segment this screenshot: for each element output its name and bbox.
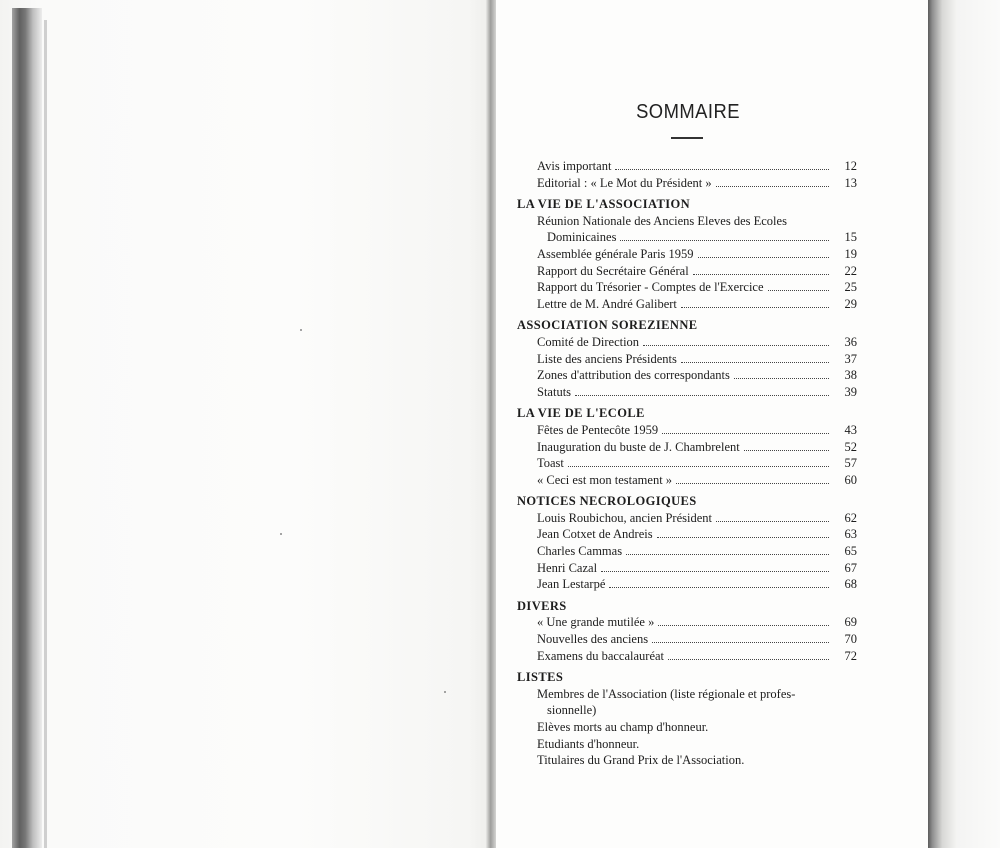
entry-label: Louis Roubichou, ancien Président (537, 510, 712, 525)
dot-leader (601, 571, 829, 572)
entry-page: 38 (844, 368, 857, 383)
entry-page: 68 (844, 577, 857, 592)
toc-entry (517, 384, 857, 401)
toc-entry (517, 648, 857, 665)
toc-entry (517, 614, 857, 631)
entry-page: 70 (844, 632, 857, 647)
entry-label: Inauguration du buste de J. Chambrelent (537, 439, 740, 454)
section-heading: ASSOCIATION SOREZIENNE (517, 318, 698, 333)
toc-entry (517, 246, 857, 263)
dust-speck (280, 533, 282, 535)
list-item-label: Elèves morts au champ d'honneur. (537, 720, 709, 734)
dot-leader (626, 554, 829, 555)
entry-label: Jean Cotxet de Andreis (537, 527, 653, 542)
entry-page: 72 (844, 648, 857, 663)
entry-label: Zones d'attribution des correspondants (537, 368, 730, 383)
entry-page: 52 (844, 439, 857, 454)
dot-leader (668, 659, 829, 660)
entry-page: 43 (844, 422, 857, 437)
entry-page: 62 (844, 510, 857, 525)
entry-label: Toast (537, 456, 564, 471)
entry-page: 39 (844, 384, 857, 399)
toc-entry (517, 472, 857, 489)
entry-label: Examens du baccalauréat (537, 648, 665, 663)
entry-label: Lettre de M. André Galibert (537, 296, 677, 311)
entry-label: Henri Cazal (537, 560, 598, 575)
entry-label: Rapport du Trésorier - Comptes de l'Exercice (537, 280, 764, 295)
entry-label-continued: Dominicaines (547, 230, 617, 245)
entry-label: Assemblée générale Paris 1959 (537, 246, 694, 261)
entry-label: Avis important (537, 159, 612, 173)
dot-leader (609, 587, 829, 588)
dot-leader (698, 257, 829, 258)
entry-page: 37 (844, 351, 857, 366)
dot-leader (643, 345, 829, 346)
dot-leader (615, 169, 829, 170)
dot-leader (681, 362, 829, 363)
list-item-label: Membres de l'Association (liste régionale et profes- (537, 686, 796, 701)
entry-page: 65 (844, 544, 857, 559)
entry-label: Liste des anciens Présidents (537, 351, 677, 366)
entry-label: Statuts (537, 384, 572, 399)
toc-entry (517, 631, 857, 648)
entry-page: 29 (844, 296, 857, 311)
list-item-label: Etudiants d'honneur. (537, 736, 640, 751)
dot-leader (658, 625, 829, 626)
dot-leader (575, 395, 829, 396)
left-binding-shadow (12, 8, 42, 848)
title-underline (671, 137, 703, 139)
entry-page: 13 (844, 175, 857, 190)
dot-leader (676, 483, 829, 484)
entry-label: Fêtes de Pentecôte 1959 (537, 422, 659, 437)
intro-entry (517, 158, 857, 175)
entry-label: « Ceci est mon testament » (537, 472, 673, 487)
dot-leader (716, 521, 829, 522)
toc-entry (517, 543, 857, 560)
toc-entry (517, 560, 857, 577)
toc-entry (517, 422, 857, 439)
entry-page: 60 (844, 472, 857, 487)
section-heading: NOTICES NECROLOGIQUES (517, 494, 697, 509)
dot-leader (662, 433, 829, 434)
left-binding-edge (44, 20, 47, 848)
entry-page: 19 (844, 246, 857, 261)
dot-leader (652, 642, 829, 643)
intro-entry (517, 175, 857, 192)
section-heading: LISTES (517, 670, 564, 685)
entry-label: Editorial : « Le Mot du Président » (537, 175, 712, 190)
toc-entry (517, 334, 857, 351)
dot-leader (568, 466, 829, 467)
entry-label: « Une grande mutilée » (537, 615, 655, 630)
dot-leader (681, 307, 829, 308)
entry-label: Charles Cammas (537, 544, 623, 559)
entry-page: 12 (844, 159, 857, 173)
list-item (517, 686, 857, 719)
dot-leader (734, 378, 829, 379)
entry-page: 67 (844, 560, 857, 575)
book-gutter (486, 0, 496, 848)
list-item-label: Titulaires du Grand Prix de l'Association. (537, 753, 745, 768)
list-item (517, 736, 857, 753)
entry-page: 57 (844, 456, 857, 471)
dust-speck (300, 329, 302, 331)
toc-entry (517, 510, 857, 527)
dot-leader (716, 186, 829, 187)
entry-label: Nouvelles des anciens (537, 632, 649, 647)
list-item (517, 719, 857, 736)
dust-speck (444, 691, 446, 693)
entry-page: 36 (844, 334, 857, 349)
section-heading: DIVERS (517, 598, 567, 613)
toc-entry (517, 439, 857, 456)
entry-label: Rapport du Secrétaire Général (537, 263, 689, 278)
toc-entry (517, 576, 857, 593)
toc-entry (517, 263, 857, 280)
dot-leader (620, 240, 829, 241)
dot-leader (744, 450, 829, 451)
section-heading: LA VIE DE L'ASSOCIATION (517, 197, 691, 212)
toc-entry (517, 367, 857, 384)
toc-entry (517, 213, 857, 246)
left-page (0, 0, 488, 848)
toc-entry (517, 351, 857, 368)
toc-entry (517, 526, 857, 543)
entry-page: 22 (844, 263, 857, 278)
entry-label: Jean Lestarpé (537, 577, 606, 592)
dot-leader (768, 290, 829, 291)
entry-page: 63 (844, 527, 857, 542)
entry-label: Réunion Nationale des Anciens Eleves des Ecoles (537, 213, 787, 228)
toc-entry (517, 279, 857, 296)
dot-leader (693, 274, 829, 275)
right-page-edge (928, 0, 1000, 848)
toc-entry (517, 455, 857, 472)
table-of-contents (517, 158, 857, 769)
entry-page: 25 (844, 280, 857, 295)
list-item-label-continued: sionnelle) (547, 703, 597, 718)
section-heading: LA VIE DE L'ECOLE (517, 406, 645, 421)
toc-entry (517, 296, 857, 313)
dot-leader (657, 537, 829, 538)
entry-label: Comité de Direction (537, 334, 640, 349)
entry-page: 15 (844, 230, 857, 245)
entry-page: 69 (844, 615, 857, 630)
list-item (517, 752, 857, 769)
page-title: SOMMAIRE (636, 101, 740, 123)
